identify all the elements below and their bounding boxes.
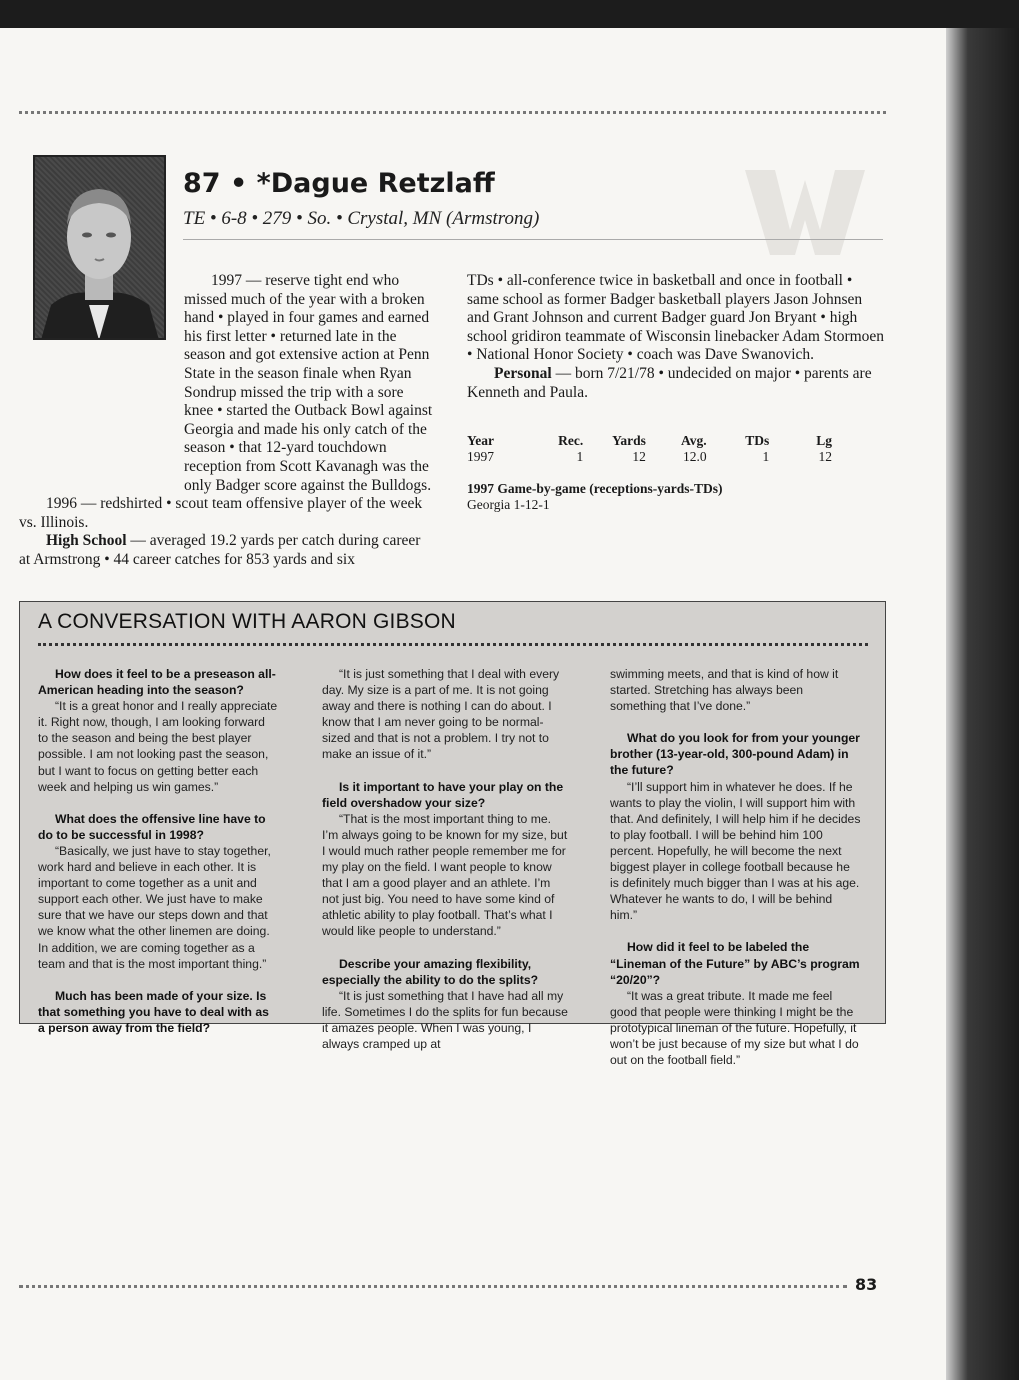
stats-row xyxy=(467,449,832,465)
stats-cell: 1 xyxy=(576,449,584,464)
page-number: 83 xyxy=(855,1275,878,1294)
bio-high-school xyxy=(19,532,435,569)
conversation-dotted-rule xyxy=(38,643,868,646)
answer: “It is just something that I deal with every day. My size is a part of me. It is not going away and there is nothing I can do about. I know that I am never going to be normal-sized and that is not a problem. I try not to make an issue of it.” xyxy=(322,667,560,762)
personal-label: Personal xyxy=(494,364,552,382)
stats-cell: 1 xyxy=(762,449,770,464)
conversation-column-1 xyxy=(38,666,278,1036)
high-school-label: High School xyxy=(46,532,127,550)
question: What do you look for from your younger brother (13-year-old, 300-pound Adam) in the future? xyxy=(610,731,860,778)
question: Much has been made of your size. Is that something you have to deal with as a person away from the field? xyxy=(38,988,269,1035)
bio-1997: 1997 — reserve tight end who missed much of the year with a broken hand • played in four games and earned his first letter • returned late in the season and got extensive action at Penn State in the season finale when Ryan Sondrup missed the trip with a sore knee • started the Outback Bowl against Georgia and made his only catch of the season • that 12-yard touchdown reception from Scott Kavanagh was the only Badger score against the Bulldogs. xyxy=(184,272,433,494)
answer: “It was a great tribute. It made me feel good that people were thinking I might be the prototypical lineman of the future. Hopefully, it won’t be just because of my size but what I do out on the football field.” xyxy=(610,988,859,1068)
answer: swimming meets, and that is kind of how it started. Stretching has always been something that I’ve done.” xyxy=(610,667,839,714)
bottom-dotted-rule xyxy=(19,1285,847,1288)
stats-cell: 12 xyxy=(818,449,832,464)
stats-header-rec: Rec. xyxy=(558,433,584,448)
question: Describe your amazing flexibility, especially the ability to do the splits? xyxy=(322,956,539,987)
answer: “It is a great honor and I really appreciate it. Right now, though, I am looking forward to the season and being the best player possible. I am not looking past the season, but I want to focus on getting better each week and helping us win games.” xyxy=(38,699,278,794)
stats-header-tds: TDs xyxy=(745,433,770,448)
stats-header-year: Year xyxy=(467,433,494,448)
stats-cell: 12 xyxy=(632,449,646,464)
stats-cell: 1997 xyxy=(467,449,494,464)
player-name-heading: 87 • *Dague Retzlaff xyxy=(183,168,495,199)
top-dotted-rule xyxy=(19,111,886,114)
game-by-game-row: Georgia 1-12-1 xyxy=(467,497,550,512)
heading-rule xyxy=(183,239,883,240)
answer: “I’ll support him in whatever he does. If he wants to play the violin, I will support him with that. And definitely, I will help him if he decides to play football. I will be behind him 100 percent. Hopefully, he will become the next biggest player in college football because he is definitely much bigger than I was at his age. Whatever he wants to do, I will be behind him.” xyxy=(610,779,861,923)
conversation-box xyxy=(19,601,886,1068)
question: What does the offensive line have to do to be successful in 1998? xyxy=(38,811,266,842)
conversation-title: A CONVERSATION WITH AARON GIBSON xyxy=(38,610,456,633)
question: How does it feel to be a preseason all-American heading into the season? xyxy=(38,667,276,698)
game-by-game-title: 1997 Game-by-game (receptions-yards-TDs) xyxy=(467,481,723,496)
stats-table xyxy=(467,433,832,465)
conversation-column-2 xyxy=(322,666,570,1068)
conversation-column-3 xyxy=(610,666,862,1084)
bio-right-column xyxy=(467,272,887,402)
bio-personal xyxy=(467,365,887,402)
bio-continued: TDs • all-conference twice in basketball and once in football • same school as former Badger basketball players Jason Johnsen and Grant Johnson and current Badger guard Jon Bryant • high school gridiron teammate of Wisconsin linebacker Adam Stormoen • National Honor Society • coach was Dave Swanovich. xyxy=(467,272,885,364)
stats-cell: 12.0 xyxy=(682,449,707,464)
bio-left-column xyxy=(19,272,435,570)
bleed-through-logo xyxy=(735,150,885,260)
personal-text: — born 7/21/78 • undecided on major • parents are Kenneth and Paula. xyxy=(467,364,872,401)
stats-header-lg: Lg xyxy=(816,433,832,448)
stats-header-yards: Yards xyxy=(612,433,646,448)
stats-header-avg: Avg. xyxy=(680,433,707,448)
bio-1996: 1996 — redshirted • scout team offensive player of the week vs. Illinois. xyxy=(19,495,423,531)
answer: “It is just something that I have had all my life. Sometimes I do the splits for fun because it amazes people. When I was young, I always cramped up at xyxy=(322,988,568,1051)
answer: “Basically, we just have to stay together, work hard and believe in each other. It is important to come together as a unit and support each other. We just have to make sure that we have our steps down and that we know what the other linemen are doing. In addition, we are coming together as a team and that is the most important thing.” xyxy=(38,843,271,971)
player-info-line: TE • 6-8 • 279 • So. • Crystal, MN (Armstrong) xyxy=(183,208,540,229)
question: Is it important to have your play on the field overshadow your size? xyxy=(322,779,564,810)
stats-header-row xyxy=(467,433,832,449)
question: How did it feel to be labeled the “Lineman of the Future” by ABC’s program “20/20”? xyxy=(610,940,860,987)
answer: “That is the most important thing to me. I’m always going to be known for my size, but I would much rather people remember me for my play on the field. I want people to know that I am a good player and an athlete. I’m not just big. You need to have some kind of athletic ability to play football. That’s what I would like people to understand.” xyxy=(322,811,568,939)
high-school-text: — averaged 19.2 yards per catch during career at Armstrong • 44 career catches for 853 yards and six xyxy=(19,532,421,568)
scan-edge xyxy=(946,28,1019,1380)
